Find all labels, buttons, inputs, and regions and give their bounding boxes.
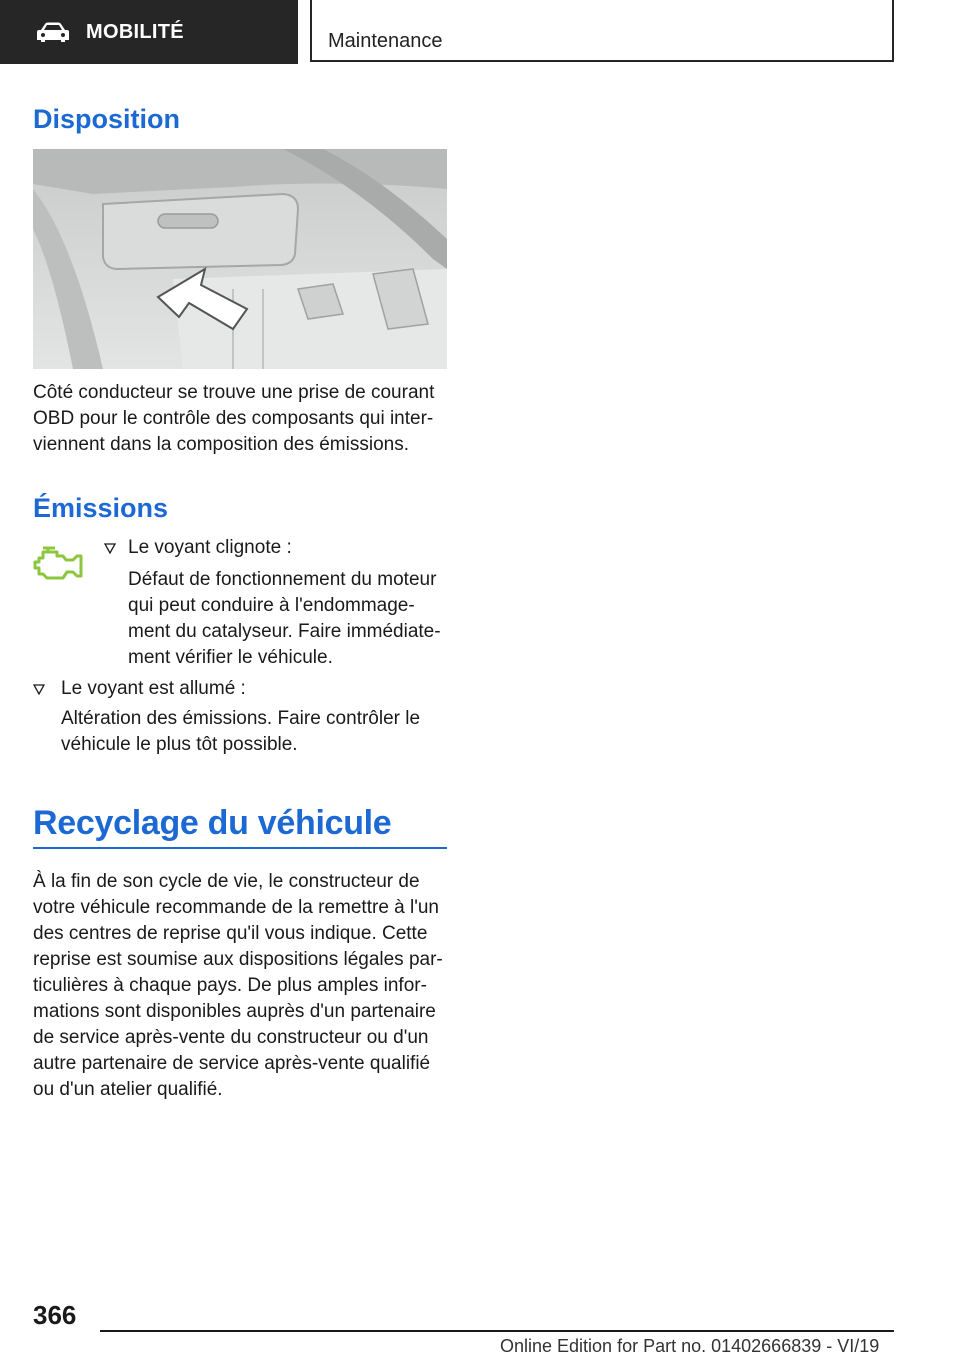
section-title: MOBILITÉ [86, 20, 184, 43]
disposition-heading: Disposition [33, 104, 180, 134]
section-header [0, 0, 298, 64]
obd-socket-photo [33, 149, 447, 369]
chapter-header [310, 0, 894, 62]
heading-rule [33, 847, 447, 849]
emissions-heading: Émissions [33, 493, 169, 523]
recycling-text: À la fin de son cycle de vie, le constructeur de votre véhicule recommande de la remettre à l'un des centres de reprise qu'il vous indique. Cette reprise est soumise aux dispositions légales par-ticulières à chaque pays. De plus amples infor-mations sont disponibles auprès d'un partenaire de service après-vente du constructeur ou d'un autre partenaire de service après-vente qualifié ou d'un atelier qualifié. [33, 871, 443, 1100]
bullet-triangle-icon [104, 542, 116, 554]
engine-check-icon [33, 546, 87, 584]
recycling-heading: Recyclage du véhicule [33, 804, 392, 842]
emissions-item-2-label: Le voyant est allumé : [61, 678, 246, 699]
chapter-title: Maintenance [328, 30, 443, 52]
edition-text: Online Edition for Part no. 01402666839 - VI/19 [500, 1336, 880, 1356]
page-number: 366 [33, 1300, 77, 1330]
emissions-item-2-text: Altération des émissions. Faire contrôler le véhicule le plus tôt possible. [61, 708, 421, 755]
footer-rule [100, 1330, 894, 1332]
emissions-item-1-text: Défaut de fonctionnement du moteur qui peut conduire à l'endommage-ment du catalyseur. Faire immédiate-ment vérifier le véhicule. [128, 569, 441, 668]
bullet-triangle-icon [33, 683, 45, 695]
disposition-text: Côté conducteur se trouve une prise de courant OBD pour le contrôle des composants qui inter-viennent dans la composition des émissions. [33, 382, 435, 455]
car-icon [36, 21, 70, 43]
emissions-item-1-label: Le voyant clignote : [128, 537, 292, 558]
